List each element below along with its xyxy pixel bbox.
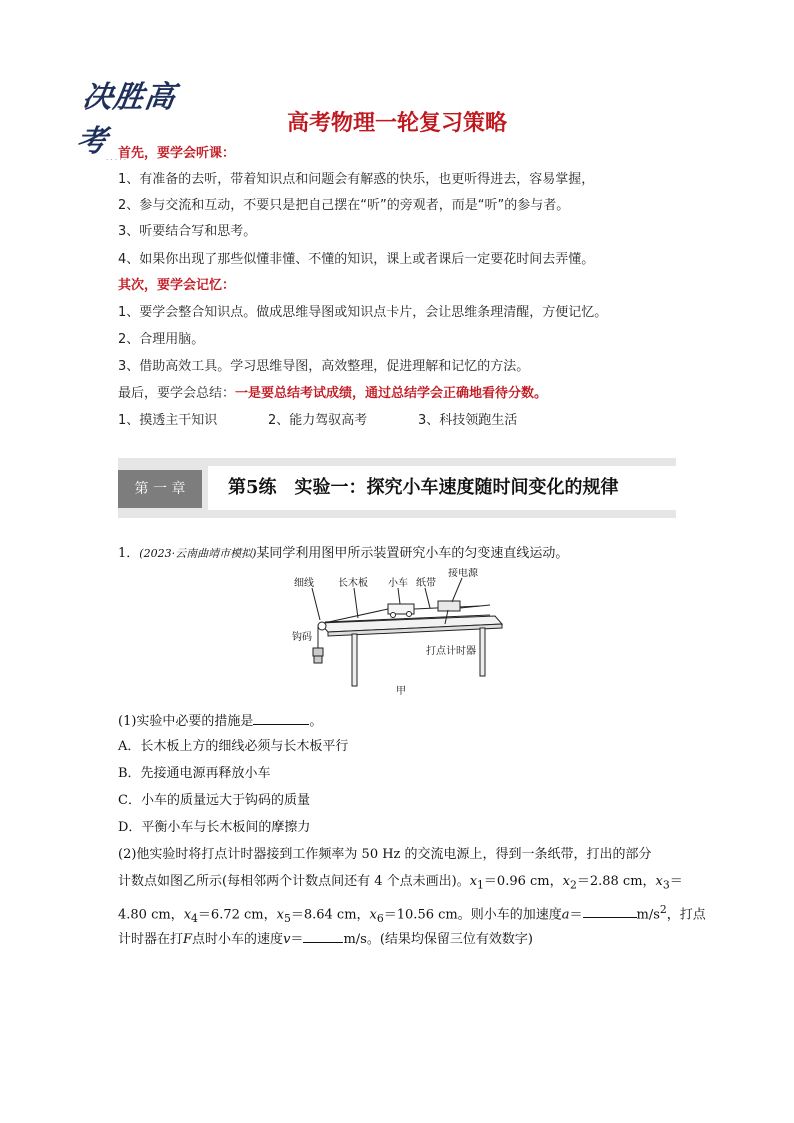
x4-value: ＝6.72 cm， xyxy=(197,907,277,923)
part2-line-1: (2)他实验时将打点计时器接到工作频率为 50 Hz 的交流电源上，得到一条纸带，打出的部分 xyxy=(118,847,652,862)
question-source: (2023·云南曲靖市模拟) xyxy=(139,547,257,560)
x3-sub: 3 xyxy=(662,878,670,892)
part2-line-2 xyxy=(118,872,683,896)
question-number: 1． xyxy=(118,546,140,561)
label-zhidai: 纸带 xyxy=(416,578,436,589)
memory-item-1: 1、要学会整合知识点。做成思维导图或知识点卡片，会让思维条理清醒，方便记忆。 xyxy=(118,305,608,320)
part2-l4-text-a: 计时器在打 xyxy=(118,932,184,947)
option-d: D．平衡小车与长木板间的摩擦力 xyxy=(118,820,311,835)
chapter-banner xyxy=(118,458,676,518)
tri-item-2: 2、能力驾驭高考 xyxy=(268,413,368,428)
label-dadian: 打点计时器 xyxy=(426,646,476,657)
tri-item-1: 1、摸透主干知识 xyxy=(118,413,218,428)
question-stem xyxy=(118,544,568,564)
label-gouma: 钩码 xyxy=(292,632,312,643)
page-title: 高考物理一轮复习策略 xyxy=(286,111,507,136)
apparatus-drawing xyxy=(312,578,502,686)
chapter-tab: 第 一 章 xyxy=(118,470,202,508)
part2-line-3 xyxy=(118,900,706,929)
tri-line xyxy=(118,411,517,431)
a-unit: m/s xyxy=(636,907,660,923)
answer-blank-1[interactable] xyxy=(253,710,309,725)
summary-emphasis: 一是要总结考试成绩，通过总结学会正确地看待分数。 xyxy=(235,386,548,401)
answer-blank-accel[interactable] xyxy=(583,903,637,918)
x4-sub: 4 xyxy=(191,911,198,925)
x6-symbol: x xyxy=(369,907,377,923)
listen-item-2: 2、参与交流和互动，不要只是把自己摆在“听”的旁观者，而是“听”的参与者。 xyxy=(118,198,570,213)
a-tail: ，打点 xyxy=(666,907,706,923)
apparatus-figure xyxy=(280,568,520,703)
x1-symbol: x xyxy=(469,874,478,889)
listen-item-1: 1、有准备的去听，带着知识点和问题会有解惑的快乐，也更听得进去，容易掌握， xyxy=(118,172,595,187)
listen-item-4: 4、如果你出现了那些似懂非懂、不懂的知识，课上或者课后一定要花时间去弄懂。 xyxy=(118,252,595,267)
summary-prefix: 最后，要学会总结： xyxy=(118,386,236,401)
chapter-title: 第5练 实验一：探究小车速度随时间变化的规律 xyxy=(208,466,676,510)
x1-sub: 1 xyxy=(477,878,484,892)
label-xixian: 细线 xyxy=(294,578,314,589)
x6-value: ＝10.56 cm。则小车的加速度 xyxy=(383,907,562,923)
a-symbol: a xyxy=(561,907,570,923)
a-unit-sup: 2 xyxy=(659,903,667,916)
summary-line xyxy=(118,384,547,404)
option-b: B．先接通电源再释放小车 xyxy=(118,766,271,781)
part2-line-4 xyxy=(118,928,533,950)
memory-item-2: 2、合理用脑。 xyxy=(118,332,205,347)
x5-value: ＝8.64 cm， xyxy=(290,907,370,923)
v-unit: m/s。(结果均保留三位有效数字) xyxy=(343,932,533,947)
label-xiaoche: 小车 xyxy=(388,578,408,589)
part1-prefix: (1)实验中必要的措施是 xyxy=(118,714,254,729)
v-eq: ＝ xyxy=(290,932,304,947)
part2-l2-text: 计数点如图乙所示(每相邻两个计数点间还有 4 个点未画出)。 xyxy=(118,874,470,889)
heading-memory: 其次，要学会记忆： xyxy=(118,278,236,293)
part1-suffix: 。 xyxy=(309,714,323,729)
tri-item-3: 3、科技领跑生活 xyxy=(418,413,518,428)
v-symbol: v xyxy=(283,932,291,947)
x2-sub: 2 xyxy=(569,878,577,892)
question-text: 某同学利用图甲所示装置研究小车的匀变速直线运动。 xyxy=(256,546,569,561)
label-jiedianyuan: 接电源 xyxy=(448,568,478,579)
x5-symbol: x xyxy=(276,907,284,923)
part1-line xyxy=(118,710,322,732)
option-a: A．长木板上方的细线必须与长木板平行 xyxy=(118,739,349,754)
logo-subtext: · · · · · xyxy=(106,156,127,164)
logo-text: 决胜高考 xyxy=(73,80,179,159)
heading-listen: 首先，要学会听课： xyxy=(118,146,236,161)
label-changmuban: 长木板 xyxy=(338,578,368,589)
x3-value: 4.80 cm， xyxy=(118,907,184,923)
x6-sub: 6 xyxy=(376,911,384,925)
listen-item-3: 3、听要结合写和思考。 xyxy=(118,224,257,239)
part2-l4-text-b: 点时小车的速度 xyxy=(192,932,284,947)
x2-symbol: x xyxy=(562,874,570,889)
x4-symbol: x xyxy=(183,907,192,923)
x3-eq: ＝ xyxy=(669,874,683,889)
F-symbol: F xyxy=(183,932,193,947)
answer-blank-velocity[interactable] xyxy=(303,928,343,943)
figure-caption: 甲 xyxy=(396,686,406,697)
x2-value: ＝2.88 cm， xyxy=(576,874,656,889)
x5-sub: 5 xyxy=(283,911,291,925)
x3-symbol: x xyxy=(655,874,663,889)
x1-value: ＝0.96 cm， xyxy=(483,874,563,889)
option-c: C．小车的质量远大于钩码的质量 xyxy=(118,793,310,808)
memory-item-3: 3、借助高效工具。学习思维导图，高效整理，促进理解和记忆的方法。 xyxy=(118,359,530,374)
a-eq: ＝ xyxy=(569,907,583,923)
